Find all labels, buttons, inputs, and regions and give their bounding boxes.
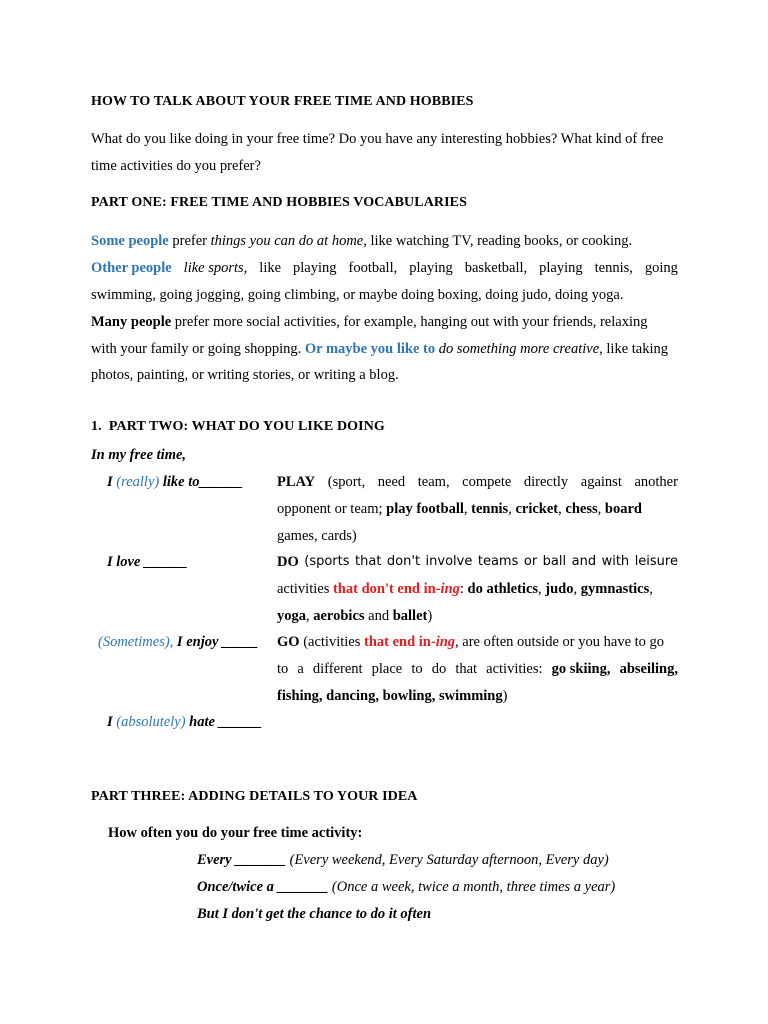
part-one-paragraph-1: [91, 232, 632, 250]
word: teams: [477, 554, 519, 569]
word: playing: [409, 260, 453, 276]
play-description-line-2: opponent or team; play football, tennis, cricket, chess, board: [277, 501, 642, 517]
item-do-athletics: do athletics: [467, 581, 539, 597]
many-people-label: Many people: [91, 314, 172, 330]
frequency-lead: But I don't get the chance to do it often: [197, 906, 432, 922]
go-description-line-3: [277, 687, 507, 705]
other-people-label: Other people: [91, 260, 172, 276]
prompt-pre: I: [107, 714, 117, 730]
adverb-sometimes: (Sometimes),: [98, 634, 174, 650]
word: team,: [417, 474, 450, 490]
go-description-line-1: [277, 633, 664, 651]
word: football,: [348, 260, 398, 276]
ing-suffix: ing: [435, 634, 456, 650]
item-judo: judo: [545, 581, 574, 597]
play-description-line-1: [277, 473, 678, 491]
item-tennis: tennis: [471, 501, 509, 517]
close-paren: ): [502, 688, 508, 704]
do-description-line-1: [277, 553, 678, 571]
word: do: [431, 661, 447, 677]
word: that: [455, 661, 478, 677]
some-people-label: Some people: [91, 233, 169, 249]
like-sports-emphasis: like sports,: [183, 260, 248, 276]
p3-line2-rest: , like taking: [599, 341, 669, 357]
item-play-football: play football: [386, 501, 464, 517]
word: directly: [523, 474, 569, 490]
frequency-every: [197, 851, 609, 869]
word: ball: [542, 554, 567, 569]
word: involve: [425, 554, 473, 569]
prompt-post: hate ______: [185, 714, 263, 730]
word: with: [601, 554, 630, 569]
end-ing-highlight: that end in-: [363, 634, 436, 650]
frequency-lead: Once/twice a _______: [197, 879, 329, 895]
part-two-heading: [91, 418, 385, 436]
part-two-subheading: In my free time,: [91, 447, 187, 463]
item-go-skiing: go skiing,: [551, 661, 611, 677]
frequency-lead: Every _______: [197, 852, 286, 868]
desc-text: activities: [277, 581, 333, 597]
word: and: [571, 554, 597, 569]
desc-text: (activities: [299, 634, 364, 650]
p3-line1-rest: prefer more social activities, for example, hanging out with your friends, relaxing: [171, 314, 648, 330]
word: leisure: [634, 554, 678, 569]
do-description-line-3: yoga, aerobics and ballet): [277, 608, 433, 624]
word: (sports: [304, 554, 350, 569]
and-text: and: [364, 608, 393, 624]
row-love-prompt: I love ______: [107, 554, 188, 570]
word: playing: [539, 260, 583, 276]
prompt-pre: I: [107, 474, 117, 490]
item-abseiling: abseiling,: [619, 661, 678, 677]
word: place: [371, 661, 403, 677]
verb-do: DO: [277, 554, 299, 570]
item-aerobics: aerobics: [313, 608, 365, 624]
frequency-not-often: [197, 905, 431, 923]
word: against: [580, 474, 622, 490]
word: or: [523, 554, 538, 569]
intro-line-2: time activities do you prefer?: [91, 158, 261, 174]
play-description-line-3: games, cards): [277, 528, 357, 544]
word: that: [355, 554, 382, 569]
part-one-heading: PART ONE: FREE TIME AND HOBBIES VOCABULARIES: [91, 195, 468, 210]
or-maybe-label: Or maybe you like to: [304, 341, 436, 357]
item-cricket: cricket: [515, 501, 559, 517]
creative-emphasis: do something more creative: [435, 341, 600, 357]
word: playing: [293, 260, 337, 276]
document-title: HOW TO TALK ABOUT YOUR FREE TIME AND HOBBIES: [91, 94, 474, 109]
frequency-examples: (Once a week, twice a month, three times a year): [328, 879, 616, 895]
part-one-paragraph-2-line-2: swimming, going jogging, going climbing, or maybe doing boxing, doing judo, doing yoga.: [91, 287, 624, 303]
word: (sport,: [327, 474, 366, 490]
word: going: [644, 260, 678, 276]
list-number: 1.: [91, 419, 102, 434]
close-paren: ): [427, 608, 433, 624]
adverb-really: (really): [116, 474, 160, 490]
word: compete: [462, 474, 512, 490]
item-chess: chess: [565, 501, 598, 517]
prompt-post: like to______: [159, 474, 244, 490]
row-enjoy-prompt: [98, 633, 258, 651]
item-board: board: [604, 501, 642, 517]
word: different: [312, 661, 363, 677]
row-hate-prompt: [107, 713, 262, 731]
intro-line-1: What do you like doing in your free time? Do you have any interesting hobbies? What kind of free: [91, 131, 664, 147]
frequency-examples: (Every weekend, Every Saturday afternoon, Every day): [286, 852, 609, 868]
frequency-once-twice: [197, 878, 615, 896]
adverb-absolutely: (absolutely): [116, 714, 186, 730]
word: to: [277, 661, 289, 677]
p3-line2-a: with your family or going shopping.: [91, 341, 305, 357]
do-description-line-2: activities that don't end in-ing: do athletics, judo, gymnastics,: [277, 581, 653, 597]
at-home-emphasis: things you can do at home: [210, 233, 364, 249]
word: a: [297, 661, 304, 677]
word: need: [377, 474, 406, 490]
go-items: fishing, dancing, bowling, swimming: [277, 688, 503, 704]
part-two-title: PART TWO: WHAT DO YOU LIKE DOING: [108, 419, 385, 434]
desc-rest: , are often outside or you have to go: [455, 634, 665, 650]
part-one-paragraph-3-line-1: [91, 313, 648, 331]
part-three-heading: PART THREE: ADDING DETAILS TO YOUR IDEA: [91, 789, 418, 804]
part-one-paragraph-2-line-1: [91, 259, 678, 277]
part-one-paragraph-3-line-2: [91, 340, 668, 358]
verb-go: GO: [277, 634, 300, 650]
word: activities:: [486, 661, 543, 677]
word: to: [411, 661, 423, 677]
row-like-to-prompt: [107, 473, 243, 491]
item-gymnastics: gymnastics: [580, 581, 650, 597]
desc-text: opponent or team;: [277, 501, 387, 517]
prefer-text: prefer: [168, 233, 211, 249]
word: don't: [386, 554, 421, 569]
go-description-line-2: [277, 660, 678, 678]
colon: :: [459, 581, 468, 597]
item-ballet: ballet: [392, 608, 428, 624]
item-yoga: yoga: [277, 608, 306, 624]
prompt-post: I enjoy _____: [173, 634, 259, 650]
part-one-paragraph-3-line-3: photos, painting, or writing stories, or writing a blog.: [91, 367, 399, 383]
word: another: [634, 474, 678, 490]
p1-rest: , like watching TV, reading books, or cooking.: [363, 233, 633, 249]
ing-suffix: ing: [440, 581, 460, 597]
word: basketball,: [464, 260, 528, 276]
word: tennis,: [594, 260, 633, 276]
dont-end-ing-highlight: that don't end in-: [332, 581, 441, 597]
word: like: [259, 260, 282, 276]
verb-play: PLAY: [277, 474, 316, 490]
part-three-subheading: How often you do your free time activity:: [108, 825, 363, 841]
